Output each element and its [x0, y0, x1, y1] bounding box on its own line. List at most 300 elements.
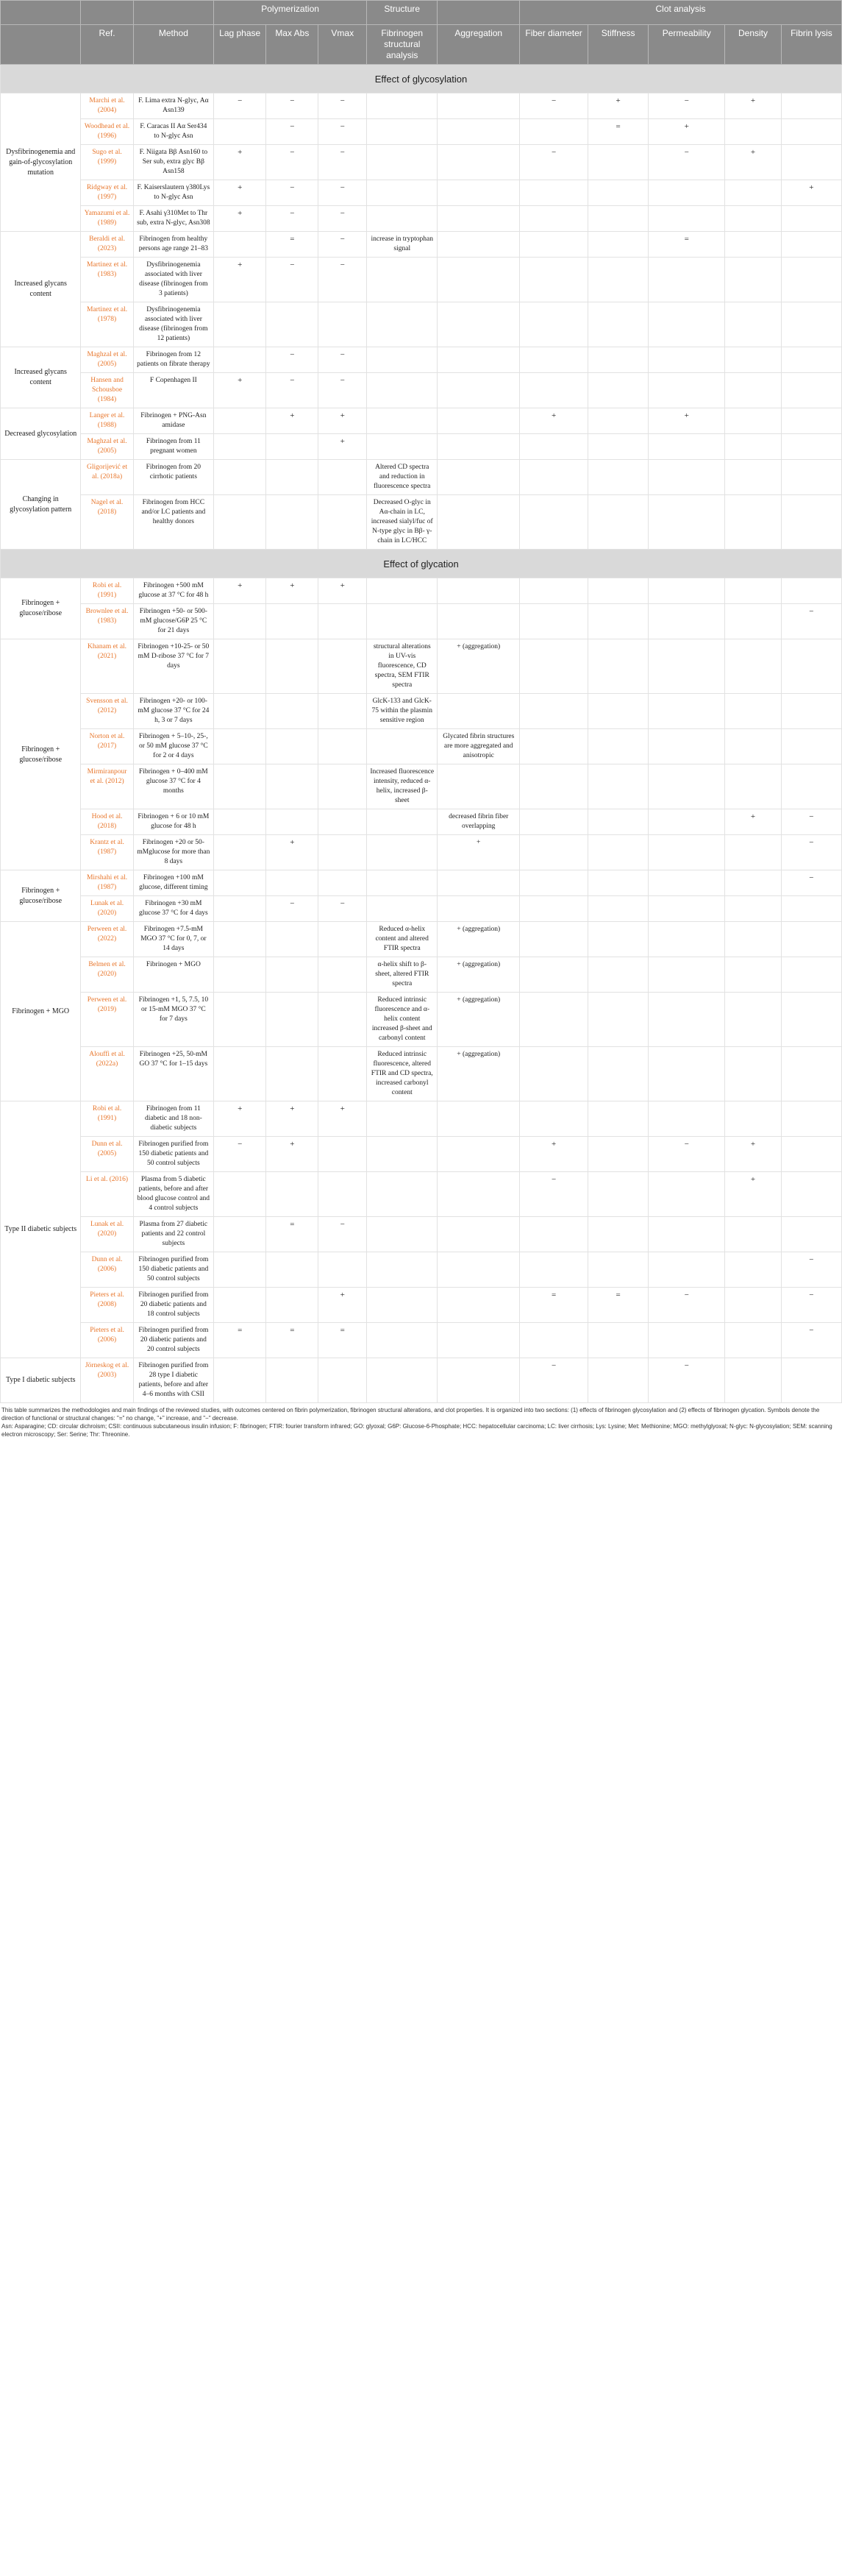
header-blank	[438, 1, 520, 25]
lag-phase-cell	[214, 764, 266, 809]
fiber-diameter-cell	[520, 993, 588, 1047]
method-cell: F. Niigata Bβ Asn160 to Ser sub, extra glyc Bβ Asn158	[133, 145, 213, 180]
table-row	[1, 206, 842, 232]
lag-phase-cell	[214, 729, 266, 764]
max-abs-cell	[266, 1358, 318, 1403]
group-label: Fibrinogen + glucose/ribose	[1, 870, 81, 922]
density-cell	[725, 1101, 782, 1137]
fibrin-lysis-cell	[781, 578, 841, 604]
structural-analysis-cell	[367, 180, 438, 206]
reference-link[interactable]: Brownlee et al. (1983)	[81, 604, 133, 639]
permeability-cell	[649, 258, 725, 302]
reference-link[interactable]: Mirshahi et al. (1987)	[81, 870, 133, 896]
table-row	[1, 870, 842, 896]
density-cell	[725, 1217, 782, 1252]
method-cell: Fibrinogen +500 mM glucose at 37 °C for 48 h	[133, 578, 213, 604]
permeability-cell	[649, 870, 725, 896]
fiber-diameter-cell	[520, 729, 588, 764]
aggregation-cell	[438, 1252, 520, 1288]
structural-analysis-cell	[367, 119, 438, 145]
method-cell: Fibrinogen +1, 5, 7.5, 10 or 15-mM MGO 37 °C for 7 days	[133, 993, 213, 1047]
max-abs-cell: −	[266, 145, 318, 180]
permeability-cell	[649, 729, 725, 764]
permeability-cell	[649, 764, 725, 809]
vmax-cell: +	[318, 578, 367, 604]
table-body	[1, 65, 842, 1403]
fibrin-lysis-cell	[781, 258, 841, 302]
fibrin-lysis-cell: −	[781, 870, 841, 896]
fibrin-lysis-cell	[781, 993, 841, 1047]
aggregation-cell	[438, 1137, 520, 1172]
fibrin-lysis-cell	[781, 1101, 841, 1137]
method-cell: F. Caracas II Aα Ser434 to N-glyc Asn	[133, 119, 213, 145]
lag-phase-cell	[214, 604, 266, 639]
method-cell: Fibrinogen purified from 20 diabetic patients and 18 control subjects	[133, 1288, 213, 1323]
max-abs-cell: +	[266, 1137, 318, 1172]
vmax-cell	[318, 957, 367, 993]
lag-phase-cell	[214, 993, 266, 1047]
fiber-diameter-cell	[520, 460, 588, 495]
fibrin-lysis-cell	[781, 206, 841, 232]
fiber-diameter-cell	[520, 639, 588, 694]
stiffness-cell	[588, 870, 649, 896]
max-abs-cell	[266, 302, 318, 347]
method-cell: Fibrinogen from healthy persons age range 21–83	[133, 232, 213, 258]
aggregation-cell	[438, 1172, 520, 1217]
reference-link[interactable]: Pieters et al. (2006)	[81, 1323, 133, 1358]
vmax-cell: +	[318, 434, 367, 460]
aggregation-cell	[438, 694, 520, 729]
group-label: Fibrinogen + glucose/ribose	[1, 578, 81, 639]
table-row	[1, 347, 842, 373]
structural-analysis-cell: Reduced α-helix content and altered FTIR spectra	[367, 922, 438, 957]
max-abs-cell: −	[266, 206, 318, 232]
reference-link[interactable]: Perween et al. (2022)	[81, 922, 133, 957]
lag-phase-cell	[214, 896, 266, 922]
table-row	[1, 1101, 842, 1137]
lag-phase-cell: −	[214, 93, 266, 119]
reference-link[interactable]: Hansen and Schousboe (1984)	[81, 373, 133, 408]
reference-link[interactable]: Robi et al. (1991)	[81, 578, 133, 604]
vmax-cell: −	[318, 373, 367, 408]
max-abs-cell	[266, 639, 318, 694]
aggregation-cell	[438, 870, 520, 896]
stiffness-cell	[588, 639, 649, 694]
fiber-diameter-cell: −	[520, 1172, 588, 1217]
fibrin-lysis-cell: −	[781, 1323, 841, 1358]
density-cell	[725, 347, 782, 373]
vmax-cell	[318, 809, 367, 835]
group-label: Type II diabetic subjects	[1, 1101, 81, 1358]
vmax-cell	[318, 604, 367, 639]
stiffness-cell	[588, 1217, 649, 1252]
max-abs-cell	[266, 434, 318, 460]
density-cell	[725, 639, 782, 694]
fiber-diameter-cell	[520, 809, 588, 835]
table-row	[1, 639, 842, 694]
aggregation-cell	[438, 258, 520, 302]
reference-link[interactable]: Marchi et al. (2004)	[81, 93, 133, 119]
aggregation-cell	[438, 460, 520, 495]
max-abs-cell	[266, 809, 318, 835]
method-cell: Fibrinogen +10-25- or 50 mM D-ribose 37 °C for 7 days	[133, 639, 213, 694]
fiber-diameter-cell	[520, 764, 588, 809]
fiber-diameter-cell	[520, 180, 588, 206]
method-cell: Fibrinogen + 6 or 10 mM glucose for 48 h	[133, 809, 213, 835]
table-row	[1, 1323, 842, 1358]
fibrin-lysis-cell	[781, 1047, 841, 1101]
reference-link[interactable]: Mirmiranpour et al. (2012)	[81, 764, 133, 809]
structural-analysis-cell: Decreased O-glyc in Aα-chain in LC, increased sialyl/fuc of N-type glyc in Bβ- γ-chain in LC/HCC	[367, 495, 438, 550]
fiber-diameter-cell	[520, 119, 588, 145]
aggregation-cell	[438, 434, 520, 460]
permeability-cell	[649, 1217, 725, 1252]
permeability-cell: −	[649, 93, 725, 119]
lag-phase-cell	[214, 1252, 266, 1288]
stiffness-cell	[588, 1172, 649, 1217]
fibrin-lysis-cell	[781, 145, 841, 180]
aggregation-cell	[438, 1358, 520, 1403]
lag-phase-cell	[214, 1358, 266, 1403]
table-row	[1, 180, 842, 206]
max-abs-cell	[266, 957, 318, 993]
density-cell	[725, 180, 782, 206]
table-row	[1, 694, 842, 729]
density-cell	[725, 729, 782, 764]
vmax-cell	[318, 302, 367, 347]
fibrin-lysis-cell: −	[781, 1288, 841, 1323]
fibrin-lysis-cell	[781, 119, 841, 145]
method-cell: Fibrinogen + MGO	[133, 957, 213, 993]
lag-phase-cell	[214, 1288, 266, 1323]
reference-link[interactable]: Maghzal et al. (2005)	[81, 347, 133, 373]
reference-link[interactable]: Yamazumi et al. (1989)	[81, 206, 133, 232]
fibrin-lysis-cell	[781, 302, 841, 347]
density-cell	[725, 373, 782, 408]
density-cell: +	[725, 1137, 782, 1172]
max-abs-cell: +	[266, 408, 318, 434]
aggregation-cell	[438, 232, 520, 258]
fibrin-lysis-cell	[781, 957, 841, 993]
permeability-cell	[649, 896, 725, 922]
stiffness-cell	[588, 258, 649, 302]
lag-phase-cell	[214, 232, 266, 258]
fiber-diameter-cell	[520, 206, 588, 232]
max-abs-cell: =	[266, 1217, 318, 1252]
max-abs-cell: +	[266, 1101, 318, 1137]
structural-analysis-cell	[367, 347, 438, 373]
table-row	[1, 922, 842, 957]
stiffness-cell	[588, 764, 649, 809]
structural-analysis-cell	[367, 1288, 438, 1323]
table-row	[1, 302, 842, 347]
lag-phase-cell	[214, 639, 266, 694]
reference-link[interactable]: Hood et al. (2018)	[81, 809, 133, 835]
reference-link[interactable]: Jörneskog et al. (2003)	[81, 1358, 133, 1403]
density-cell	[725, 302, 782, 347]
group-label: Type I diabetic subjects	[1, 1358, 81, 1403]
max-abs-cell	[266, 993, 318, 1047]
vmax-cell	[318, 993, 367, 1047]
reference-link[interactable]: Alouffi et al. (2022a)	[81, 1047, 133, 1101]
vmax-cell	[318, 495, 367, 550]
max-abs-cell	[266, 870, 318, 896]
structural-analysis-cell	[367, 206, 438, 232]
aggregation-cell: + (aggregation)	[438, 639, 520, 694]
vmax-cell	[318, 729, 367, 764]
structural-analysis-cell	[367, 1252, 438, 1288]
permeability-cell	[649, 694, 725, 729]
aggregation-cell	[438, 604, 520, 639]
permeability-cell	[649, 1252, 725, 1288]
permeability-cell	[649, 180, 725, 206]
lag-phase-cell: +	[214, 145, 266, 180]
structural-analysis-cell	[367, 373, 438, 408]
aggregation-cell	[438, 495, 520, 550]
reference-link[interactable]: Woodhead et al. (1996)	[81, 119, 133, 145]
density-cell	[725, 1047, 782, 1101]
fibrin-lysis-cell	[781, 1217, 841, 1252]
reference-link[interactable]: Perween et al. (2019)	[81, 993, 133, 1047]
lag-phase-cell	[214, 694, 266, 729]
structural-analysis-cell	[367, 1101, 438, 1137]
fibrin-lysis-cell: −	[781, 809, 841, 835]
permeability-cell	[649, 922, 725, 957]
stiffness-cell	[588, 809, 649, 835]
aggregation-cell: + (aggregation)	[438, 957, 520, 993]
max-abs-cell: +	[266, 578, 318, 604]
reference-link[interactable]: Maghzal et al. (2005)	[81, 434, 133, 460]
method-cell: Dysfibrinogenemia associated with liver disease (fibrinogen from 12 patients)	[133, 302, 213, 347]
stiffness-cell	[588, 373, 649, 408]
fiber-diameter-cell	[520, 957, 588, 993]
fiber-diameter-cell	[520, 604, 588, 639]
reference-link[interactable]: Pieters et al. (2008)	[81, 1288, 133, 1323]
fibrin-lysis-cell	[781, 460, 841, 495]
aggregation-cell: + (aggregation)	[438, 1047, 520, 1101]
stiffness-cell	[588, 835, 649, 870]
group-label: Dysfibrinogenemia and gain-of-glycosylation mutation	[1, 93, 81, 232]
lag-phase-cell	[214, 922, 266, 957]
method-cell: Fibrinogen +20- or 100-mM glucose 37 °C for 24 h, 3 or 7 days	[133, 694, 213, 729]
vmax-cell	[318, 694, 367, 729]
reference-link[interactable]: Nagel et al. (2018)	[81, 495, 133, 550]
fiber-diameter-cell: −	[520, 93, 588, 119]
density-cell	[725, 460, 782, 495]
header-blank	[133, 1, 213, 25]
vmax-cell: −	[318, 119, 367, 145]
table-row	[1, 578, 842, 604]
header-vmax: Vmax	[318, 25, 367, 65]
table-row	[1, 896, 842, 922]
vmax-cell: −	[318, 347, 367, 373]
stiffness-cell	[588, 922, 649, 957]
fibrin-lysis-cell: −	[781, 604, 841, 639]
vmax-cell	[318, 1172, 367, 1217]
structural-analysis-cell: GlcK-133 and GlcK-75 within the plasmin sensitive region	[367, 694, 438, 729]
structural-analysis-cell: Reduced intrinsic fluorescence and α-helix content increased β-sheet and carbonyl content	[367, 993, 438, 1047]
fibrin-lysis-cell	[781, 764, 841, 809]
permeability-cell: −	[649, 1358, 725, 1403]
structural-analysis-cell	[367, 258, 438, 302]
aggregation-cell	[438, 347, 520, 373]
reference-link[interactable]: Sugo et al. (1999)	[81, 145, 133, 180]
reference-link[interactable]: Robi et al. (1991)	[81, 1101, 133, 1137]
stiffness-cell	[588, 145, 649, 180]
footnote-summary: This table summarizes the methodologies and main findings of the reviewed studies, with outcomes centered on fibrin polymerization, fibrinogen structural alterations, and clot properties. It is organized into two sections: (1) effects of fibrinogen glycosylation and (2) effects of fibrinogen glycation. Symbols denote the direction of functional or structural changes: "=" no change, "+" increase, and "−" decrease.	[1, 1407, 820, 1422]
structural-analysis-cell	[367, 1358, 438, 1403]
aggregation-cell: Glycated fibrin structures are more aggregated and anisotropic	[438, 729, 520, 764]
reference-link[interactable]: Belmen et al. (2020)	[81, 957, 133, 993]
reference-link[interactable]: Gligorijević et al. (2018a)	[81, 460, 133, 495]
max-abs-cell	[266, 604, 318, 639]
stiffness-cell	[588, 232, 649, 258]
method-cell: Fibrinogen purified from 150 diabetic patients and 50 control subjects	[133, 1252, 213, 1288]
stiffness-cell	[588, 434, 649, 460]
permeability-cell	[649, 578, 725, 604]
density-cell	[725, 694, 782, 729]
stiffness-cell	[588, 495, 649, 550]
footnote-abbreviations: Asn: Asparagine; CD: circular dichroism; CSII: continuous subcutaneous insulin infusion; F: fibrinogen; FTIR: fourier transform infrared; GO: glyoxal; G6P: Glucose-6-Phosphate; HCC: hepatocellular carcinoma; LC: liver cirrhosis; Lys: Lysine; Met: Methionine; MGO: methylglyoxal; N-glyc: N-glycosylation; SEM: scanning electron microscopy; Ser: Serine; Thr: Threonine.	[1, 1423, 832, 1438]
method-cell: F Copenhagen II	[133, 373, 213, 408]
stiffness-cell	[588, 729, 649, 764]
permeability-cell	[649, 460, 725, 495]
aggregation-cell	[438, 408, 520, 434]
permeability-cell	[649, 302, 725, 347]
reference-link[interactable]: Lunak et al. (2020)	[81, 1217, 133, 1252]
reference-link[interactable]: Langer et al. (1988)	[81, 408, 133, 434]
group-label: Decreased glycosylation	[1, 408, 81, 460]
fiber-diameter-cell	[520, 694, 588, 729]
group-label: Increased glycans content	[1, 232, 81, 347]
density-cell	[725, 232, 782, 258]
fibrin-lysis-cell	[781, 896, 841, 922]
reference-link[interactable]: Li et al. (2016)	[81, 1172, 133, 1217]
structural-analysis-cell	[367, 1217, 438, 1252]
group-label: Fibrinogen + MGO	[1, 922, 81, 1101]
max-abs-cell: +	[266, 835, 318, 870]
header-blank	[1, 1, 81, 25]
section-header-row	[1, 65, 842, 93]
lag-phase-cell	[214, 835, 266, 870]
fiber-diameter-cell	[520, 1217, 588, 1252]
table-row	[1, 1217, 842, 1252]
structural-analysis-cell	[367, 896, 438, 922]
lag-phase-cell: +	[214, 373, 266, 408]
vmax-cell: −	[318, 1217, 367, 1252]
table-row	[1, 957, 842, 993]
table-row	[1, 460, 842, 495]
fiber-diameter-cell	[520, 1047, 588, 1101]
density-cell	[725, 578, 782, 604]
section-title: Effect of glycosylation	[1, 65, 842, 93]
vmax-cell: −	[318, 145, 367, 180]
header-clot-analysis: Clot analysis	[520, 1, 842, 25]
permeability-cell	[649, 1047, 725, 1101]
reference-link[interactable]: Khanam et al. (2021)	[81, 639, 133, 694]
fiber-diameter-cell: −	[520, 1358, 588, 1403]
table-row	[1, 93, 842, 119]
fiber-diameter-cell: +	[520, 408, 588, 434]
structural-analysis-cell: Increased fluorescence intensity, reduced α-helix, increased β-sheet	[367, 764, 438, 809]
aggregation-cell	[438, 1217, 520, 1252]
permeability-cell	[649, 993, 725, 1047]
reference-link[interactable]: Svensson et al. (2012)	[81, 694, 133, 729]
density-cell	[725, 1358, 782, 1403]
lag-phase-cell	[214, 495, 266, 550]
stiffness-cell: +	[588, 93, 649, 119]
header-structural-analysis: Fibrinogen structural analysis	[367, 25, 438, 65]
table-row	[1, 835, 842, 870]
lag-phase-cell: −	[214, 1137, 266, 1172]
fibrin-lysis-cell	[781, 1137, 841, 1172]
max-abs-cell	[266, 922, 318, 957]
table-row	[1, 764, 842, 809]
reference-link[interactable]: Beraldi et al. (2023)	[81, 232, 133, 258]
density-cell: +	[725, 809, 782, 835]
method-cell: Fibrinogen +7.5-mM MGO 37 °C for 0, 7, or 14 days	[133, 922, 213, 957]
method-cell: F. Kaiserslautern γ380Lys to N-glyc Asn	[133, 180, 213, 206]
structural-analysis-cell: α-helix shift to β-sheet, altered FTIR spectra	[367, 957, 438, 993]
fibrin-lysis-cell	[781, 922, 841, 957]
section-header-row	[1, 550, 842, 578]
reference-link[interactable]: Krantz et al. (1987)	[81, 835, 133, 870]
group-label: Increased glycans content	[1, 347, 81, 408]
permeability-cell	[649, 434, 725, 460]
fiber-diameter-cell: =	[520, 1288, 588, 1323]
method-cell: Dysfibrinogenemia associated with liver disease (fibrinogen from 3 patients)	[133, 258, 213, 302]
stiffness-cell	[588, 206, 649, 232]
reference-link[interactable]: Dunn et al. (2005)	[81, 1137, 133, 1172]
density-cell	[725, 835, 782, 870]
method-cell: F. Lima extra N-glyc, Aα Asn139	[133, 93, 213, 119]
fiber-diameter-cell	[520, 870, 588, 896]
stiffness-cell	[588, 1358, 649, 1403]
reference-link[interactable]: Lunak et al. (2020)	[81, 896, 133, 922]
aggregation-cell	[438, 119, 520, 145]
density-cell	[725, 258, 782, 302]
reference-link[interactable]: Dunn et al. (2006)	[81, 1252, 133, 1288]
reference-link[interactable]: Ridgway et al. (1997)	[81, 180, 133, 206]
lag-phase-cell	[214, 1217, 266, 1252]
density-cell	[725, 434, 782, 460]
vmax-cell	[318, 870, 367, 896]
vmax-cell	[318, 460, 367, 495]
density-cell: +	[725, 145, 782, 180]
density-cell	[725, 957, 782, 993]
vmax-cell	[318, 1358, 367, 1403]
stiffness-cell	[588, 1252, 649, 1288]
reference-link[interactable]: Martinez et al. (1978)	[81, 302, 133, 347]
lag-phase-cell	[214, 119, 266, 145]
structural-analysis-cell	[367, 145, 438, 180]
stiffness-cell	[588, 1323, 649, 1358]
lag-phase-cell	[214, 460, 266, 495]
stiffness-cell	[588, 1101, 649, 1137]
reference-link[interactable]: Martinez et al. (1983)	[81, 258, 133, 302]
reference-link[interactable]: Norton et al. (2017)	[81, 729, 133, 764]
fibrin-lysis-cell: −	[781, 1252, 841, 1288]
permeability-cell	[649, 1172, 725, 1217]
header-fibrin-lysis: Fibrin lysis	[781, 25, 841, 65]
density-cell	[725, 1252, 782, 1288]
table-row	[1, 1172, 842, 1217]
table-row	[1, 408, 842, 434]
aggregation-cell: decreased fibrin fiber overlapping	[438, 809, 520, 835]
structural-analysis-cell	[367, 835, 438, 870]
table-row	[1, 495, 842, 550]
method-cell: Fibrinogen + 5–10-, 25-, or 50 mM glucose 37 °C for 2 or 4 days	[133, 729, 213, 764]
